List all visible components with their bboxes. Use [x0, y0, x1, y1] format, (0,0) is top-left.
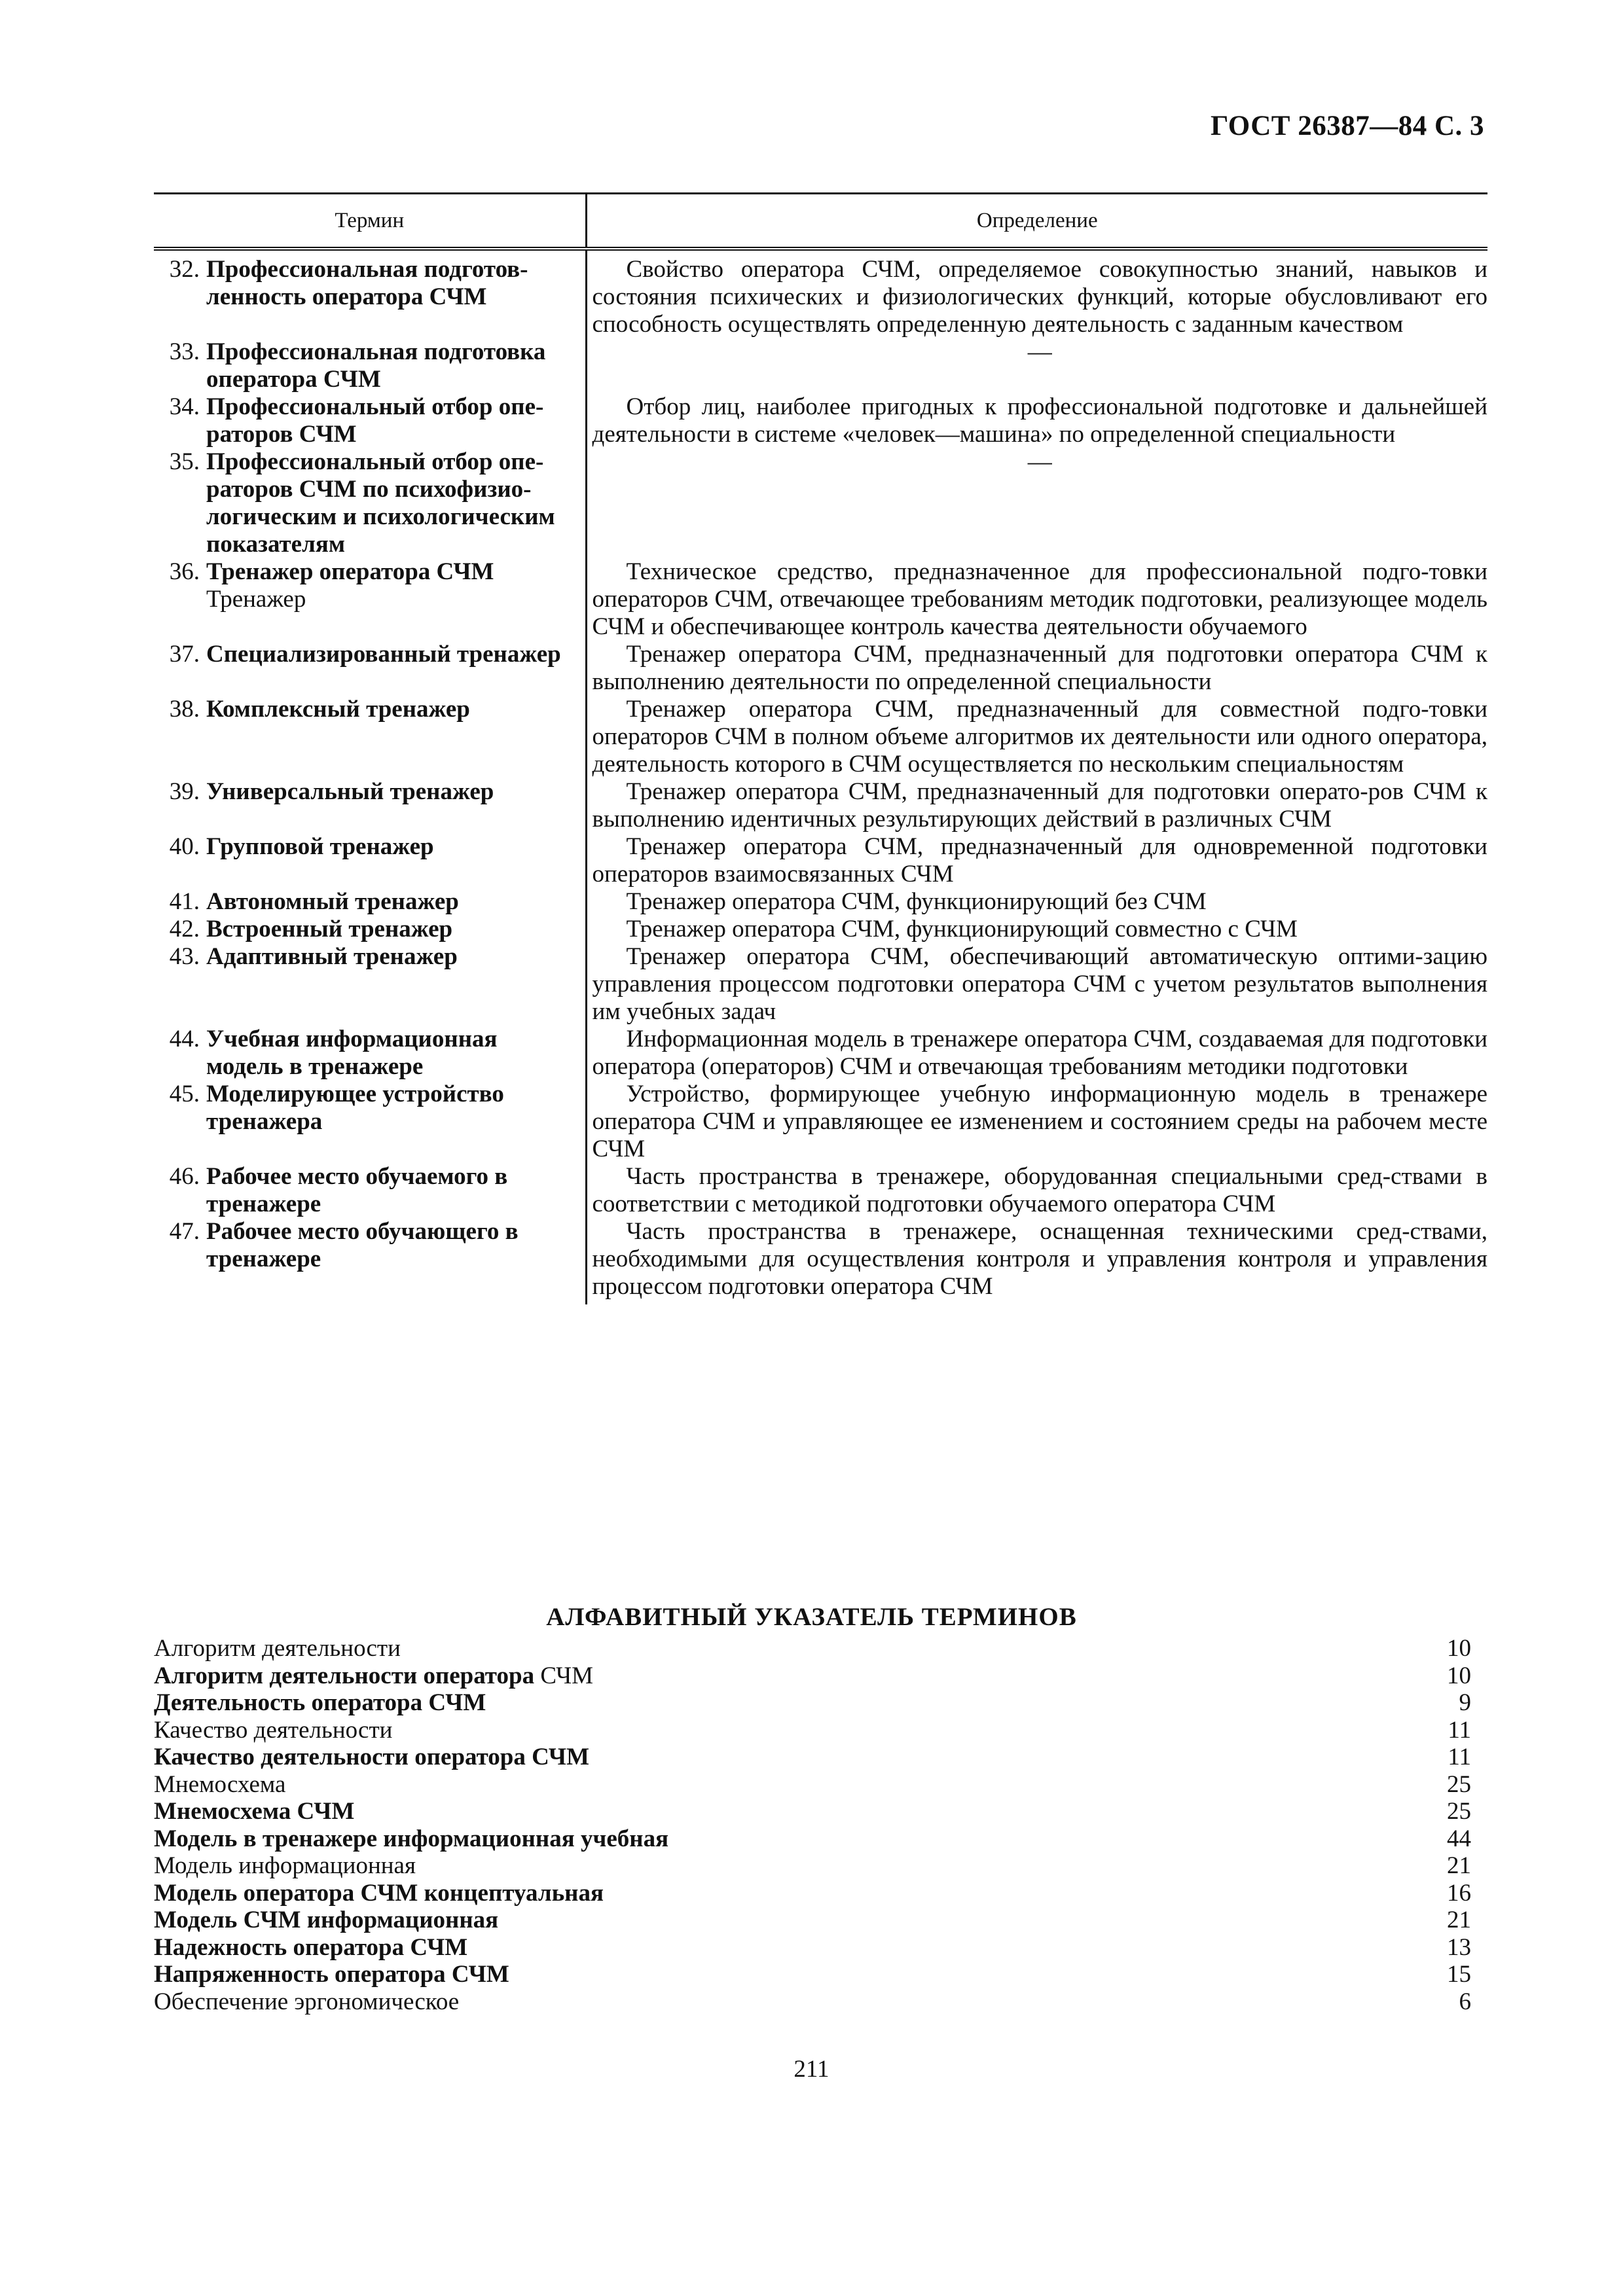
definition-cell: Часть пространства в тренажере, оснащенная техническими сред-ствами, необходимыми для осуществления контроля и управления контроля и управления процессом подготовки оператора СЧМ — [592, 1218, 1487, 1300]
index-entry — [154, 1689, 1471, 1717]
term-number: 36. — [169, 558, 200, 585]
table-row — [154, 1163, 1487, 1218]
definition-cell: Информационная модель в тренажере оператора СЧМ, создаваемая для подготовки оператора (операторов) СЧМ и отвечающая требованиям методики подготовки — [592, 1026, 1487, 1080]
index-entry-number: 13 — [1447, 1933, 1471, 1961]
term-number: 40. — [169, 833, 200, 860]
index-entry-name: Напряженность оператора СЧМ — [154, 1961, 509, 1988]
index-entry — [154, 1717, 1471, 1744]
term-cell — [154, 1218, 586, 1304]
index-entry-number: 21 — [1447, 1852, 1471, 1879]
definition-cell: Тренажер оператора СЧМ, предназначенный для совместной подго-товки операторов СЧМ в полном объеме алгоритмов их деятельности или одного оператора, деятельность которого в СЧМ осуществляется по нескольким специальностям — [592, 696, 1487, 778]
term-name: Адаптивный тренажер — [206, 943, 458, 970]
definition-cell: Тренажер оператора СЧМ, предназначенный для подготовки операто-ров СЧМ к выполнению идентичных результирующих действий в различных СЧМ — [592, 778, 1487, 833]
term-synonym: Тренажер — [206, 586, 306, 613]
index-entry — [154, 1907, 1471, 1934]
page-number: 211 — [793, 2056, 830, 2083]
index-entry-name: Алгоритм деятельности оператора — [154, 1662, 535, 1689]
table-row — [154, 448, 1487, 558]
term-number: 39. — [169, 778, 200, 805]
index-entry — [154, 1635, 1471, 1662]
index-entry — [154, 1825, 1471, 1853]
term-name: Рабочее место обучающего в тренажере — [206, 1218, 519, 1272]
index-entry-number: 11 — [1448, 1716, 1471, 1744]
index-entry-name: Алгоритм деятельности — [154, 1635, 401, 1662]
column-header-term: Термин — [154, 194, 586, 249]
term-name: Профессиональный отбор опе-раторов СЧМ — [206, 393, 544, 448]
index-entry — [154, 1798, 1471, 1825]
term-name: Моделирующее устройство тренажера — [206, 1081, 504, 1135]
term-name: Профессиональный отбор опе-раторов СЧМ по психофизио-логическим и психологическим показателям — [206, 448, 555, 558]
index-entry-name: Качество деятельности — [154, 1716, 393, 1744]
table-row — [154, 696, 1487, 778]
term-number: 45. — [169, 1081, 200, 1107]
index-entry-name: Мнемосхема — [154, 1770, 286, 1798]
index-entry-number: 25 — [1447, 1798, 1471, 1825]
index-entry — [154, 1852, 1471, 1880]
term-cell — [154, 916, 586, 943]
index-entry — [154, 1988, 1471, 2016]
term-number: 43. — [169, 943, 200, 970]
definition-cell: Тренажер оператора СЧМ, функционирующий без СЧМ — [626, 888, 1207, 915]
definition-cell: Устройство, формирующее учебную информационную модель в тренажере оператора СЧМ и управляющее ее изменением и состоянием среды на рабочем месте СЧМ — [592, 1081, 1487, 1162]
term-cell — [154, 338, 586, 393]
definition-cell: Техническое средство, предназначенное для профессиональной подго-товки операторов СЧМ, отвечающее требованиям методик подготовки, реализующее модель СЧМ и обеспечивающее контроль качества деятельности обучаемого — [592, 558, 1487, 640]
term-name: Автономный тренажер — [206, 888, 459, 915]
term-number: 42. — [169, 916, 200, 942]
term-number: 46. — [169, 1163, 200, 1190]
term-name: Учебная информационная модель в тренажере — [206, 1026, 498, 1080]
index-entry-name: Деятельность оператора СЧМ — [154, 1689, 486, 1716]
index-entry — [154, 1880, 1471, 1907]
index-entry-number: 15 — [1447, 1961, 1471, 1988]
table-row — [154, 558, 1487, 641]
index-entry-name: Качество деятельности оператора СЧМ — [154, 1744, 589, 1770]
index-entry-number: 6 — [1459, 1988, 1471, 2015]
term-cell — [154, 778, 586, 833]
page-header: ГОСТ 26387—84 С. 3 — [1210, 111, 1484, 141]
term-cell — [154, 1026, 586, 1081]
index-entry-name: Модель в тренажере информационная учебная — [154, 1825, 669, 1852]
table-row — [154, 249, 1487, 338]
index-entry-number: 9 — [1459, 1689, 1471, 1716]
term-cell — [154, 1081, 586, 1163]
index-entry-name: Обеспечение эргономическое — [154, 1988, 460, 2015]
definition-cell: Отбор лиц, наиболее пригодных к профессиональной подготовке и дальнейшей деятельности в системе «человек—машина» по определенной специальности — [592, 393, 1487, 448]
term-cell — [154, 888, 586, 916]
term-cell — [154, 641, 586, 696]
index-entry-number: 10 — [1447, 1635, 1471, 1662]
term-number: 41. — [169, 888, 200, 915]
definition-cell: Тренажер оператора СЧМ, предназначенный для подготовки оператора СЧМ к выполнению деятельности по определенной специальности — [592, 641, 1487, 695]
term-number: 33. — [169, 338, 200, 365]
term-cell — [154, 1163, 586, 1218]
index-entry-number: 10 — [1447, 1662, 1471, 1689]
index-entry-name: Модель информационная — [154, 1852, 416, 1879]
index-entry-number: 44 — [1447, 1825, 1471, 1852]
term-number: 35. — [169, 448, 200, 475]
term-number: 44. — [169, 1026, 200, 1052]
index-entry-name: Мнемосхема СЧМ — [154, 1798, 355, 1825]
term-number: 34. — [169, 393, 200, 420]
table-row — [154, 338, 1487, 393]
index-entry-name: Надежность оператора СЧМ — [154, 1933, 468, 1961]
term-cell — [154, 448, 586, 558]
index-entry — [154, 1934, 1471, 1962]
index-entry-number: 16 — [1447, 1879, 1471, 1907]
term-cell — [154, 696, 586, 778]
term-number: 47. — [169, 1218, 200, 1245]
table-row — [154, 943, 1487, 1026]
index-entry — [154, 1662, 1471, 1690]
term-name: Встроенный тренажер — [206, 916, 453, 942]
term-name: Специализированный тренажер — [206, 641, 561, 668]
definition-cell: Свойство оператора СЧМ, определяемое совокупностью знаний, навыков и состояния психических и физиологических функций, которые обусловливают его способность осуществлять определенную деятельность с заданным качеством — [592, 256, 1487, 338]
definition-cell: Тренажер оператора СЧМ, предназначенный для одновременной подготовки операторов взаимосвязанных СЧМ — [592, 833, 1487, 888]
table-row — [154, 778, 1487, 833]
table-row — [154, 393, 1487, 448]
term-name: Групповой тренажер — [206, 833, 434, 860]
index-entry — [154, 1771, 1471, 1799]
term-name: Тренажер оператора СЧМ — [206, 558, 494, 585]
index-title: АЛФАВИТНЫЙ УКАЗАТЕЛЬ ТЕРМИНОВ — [546, 1603, 1077, 1631]
definition-cell: — — [1027, 448, 1052, 475]
definition-cell: Тренажер оператора СЧМ, обеспечивающий автоматическую оптими-зацию управления процессом подготовки оператора СЧМ с учетом результатов выполнения им учебных задач — [592, 943, 1487, 1025]
table-row — [154, 888, 1487, 916]
index-entry — [154, 1744, 1471, 1771]
term-name: Рабочее место обучаемого в тренажере — [206, 1163, 508, 1217]
definition-cell: Тренажер оператора СЧМ, функционирующий совместно с СЧМ — [626, 916, 1298, 942]
term-number: 32. — [169, 256, 200, 283]
term-name: Универсальный тренажер — [206, 778, 494, 805]
alphabetical-index — [154, 1635, 1471, 2015]
term-name: Профессиональная подготов-ленность оператора СЧМ — [206, 256, 528, 310]
index-entry — [154, 1961, 1471, 1988]
definition-cell: — — [1027, 338, 1052, 365]
index-entry-name: Модель СЧМ информационная — [154, 1907, 499, 1933]
table-row — [154, 833, 1487, 888]
term-number: 37. — [169, 641, 200, 668]
index-entry-suffix: СЧМ — [534, 1662, 594, 1689]
term-name: Комплексный тренажер — [206, 696, 470, 723]
index-entry-number: 11 — [1448, 1744, 1471, 1770]
index-entry-name: Модель оператора СЧМ концептуальная — [154, 1879, 604, 1907]
definition-cell: Часть пространства в тренажере, оборудованная специальными сред-ствами в соответствии с методикой подготовки обучаемого оператора СЧМ — [592, 1163, 1487, 1217]
term-cell — [154, 393, 586, 448]
column-header-definition: Определение — [586, 194, 1487, 249]
table-row — [154, 1081, 1487, 1163]
index-entry-number: 21 — [1447, 1907, 1471, 1933]
term-cell — [154, 943, 586, 1026]
table-row — [154, 641, 1487, 696]
table-row — [154, 916, 1487, 943]
term-cell — [154, 833, 586, 888]
table-row — [154, 1026, 1487, 1081]
terms-table — [154, 192, 1487, 1304]
table-row — [154, 1218, 1487, 1304]
index-entry-number: 25 — [1447, 1770, 1471, 1798]
term-cell — [154, 558, 586, 641]
term-number: 38. — [169, 696, 200, 723]
term-cell — [154, 249, 586, 338]
term-name: Профессиональная подготовка оператора СЧМ — [206, 338, 546, 393]
